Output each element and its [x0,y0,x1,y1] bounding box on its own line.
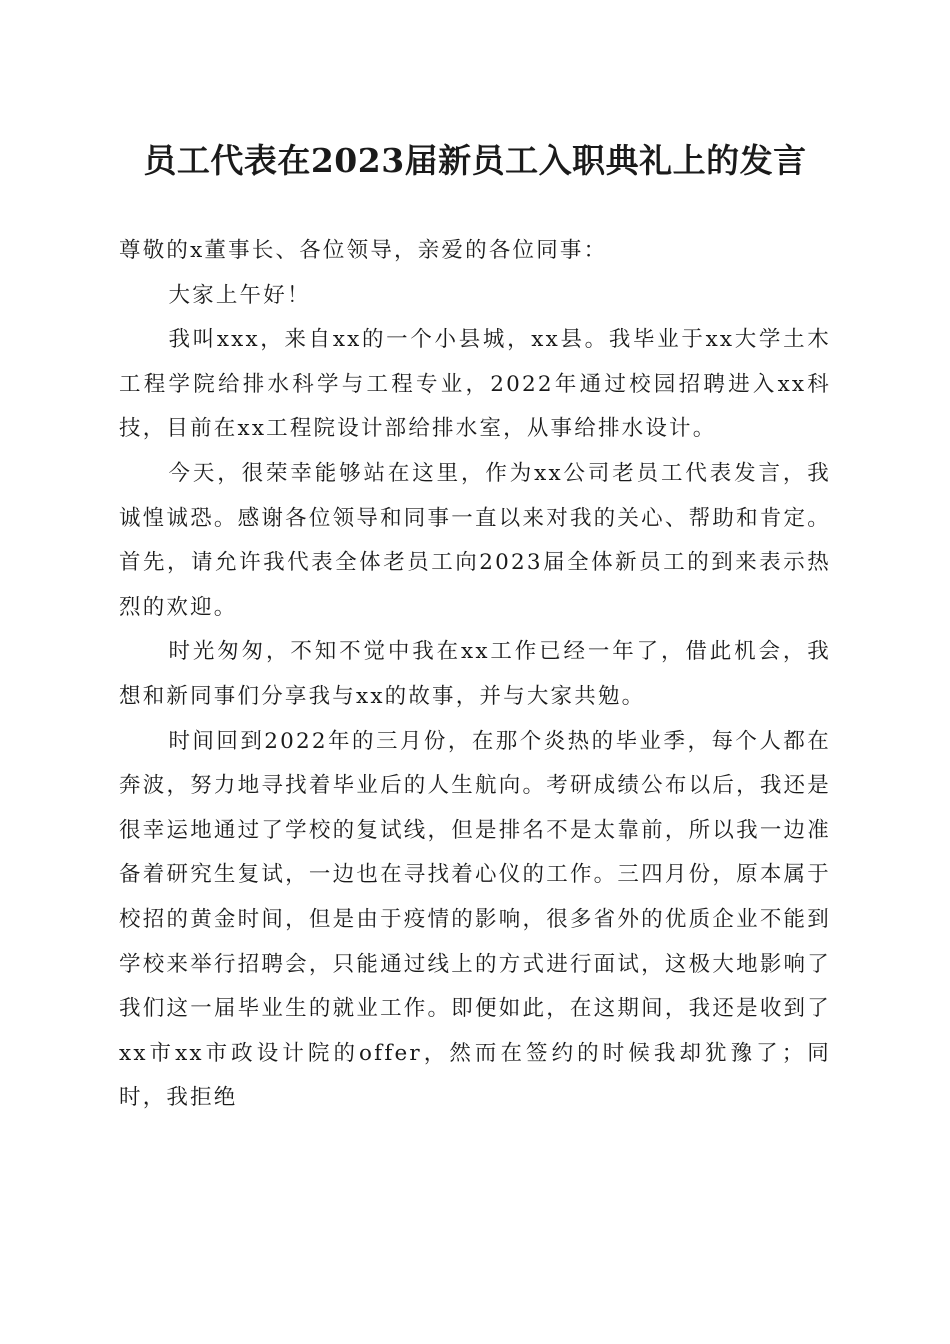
paragraph-one-year: 时光匆匆，不知不觉中我在xx工作已经一年了，借此机会，我想和新同事们分享我与xx的故事，并与大家共勉。 [119,639,831,709]
salutation: 尊敬的x董事长、各位领导，亲爱的各位同事： [119,238,608,263]
document-title: 员工代表在2023届新员工入职典礼上的发言 [143,141,807,180]
paragraph-graduation-story: 时间回到2022年的三月份，在那个炎热的毕业季，每个人都在奔波，努力地寻找着毕业后的人生航向。考研成绩公布以后，我还是很幸运地通过了学校的复试线，但是排名不是太靠前，所以我一边准备着研究生复试，一边也在寻找着心仪的工作。三四月份，原本属于校招的黄金时间，但是由于疫情的影响，很多省外的优质企业不能到学校来举行招聘会，只能通过线上的方式进行面试，这极大地影响了我们这一届毕业生的就业工作。即便如此，在这期间，我还是收到了xx市xx市政设计院的offer，然而在签约的时候我却犹豫了；同时，我拒绝 [119,728,831,1111]
paragraph-thanks-welcome: 今天，很荣幸能够站在这里，作为xx公司老员工代表发言，我诚惶诚恐。感谢各位领导和同事一直以来对我的关心、帮助和肯定。首先，请允许我代表全体老员工向2023届全体新员工的到来表示热烈的欢迎。 [119,460,831,620]
paragraph-self-introduction: 我叫xxx，来自xx的一个小县城，xx县。我毕业于xx大学土木工程学院给排水科学与工程专业，2022年通过校园招聘进入xx科技，目前在xx工程院设计部给排水室，从事给排水设计。 [119,327,831,442]
paragraph-greeting: 大家上午好！ [168,282,311,308]
document-body [119,229,831,1121]
